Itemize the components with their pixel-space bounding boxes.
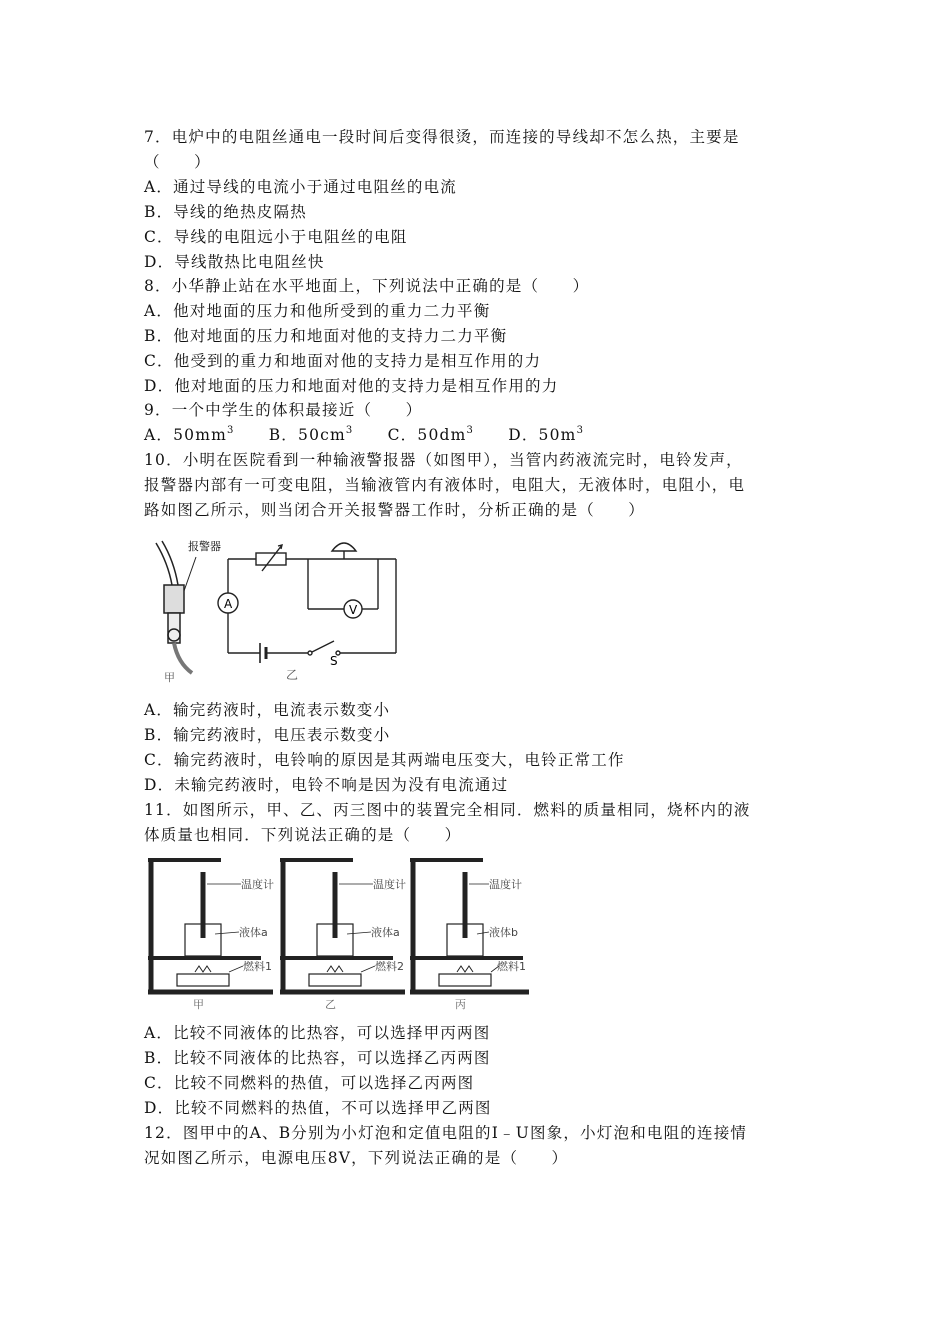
panel-label: 甲 [193,998,204,1011]
ammeter-label: A [224,597,233,611]
q8-option-a: A．他对地面的压力和他所受到的重力二力平衡 [144,302,491,320]
q8-option-d: D．他对地面的压力和地面对他的支持力是相互作用的力 [144,377,559,395]
fuel-label: 燃料1 [497,960,526,973]
q11-option-a: A．比较不同液体的比热容，可以选择甲丙两图 [144,1024,491,1042]
circuit-diagram [218,543,396,663]
q11-option-c: C．比较不同燃料的热值，可以选择乙丙两图 [144,1074,475,1092]
q7-stem-cont: （ ） [144,153,211,171]
q10-figure [148,533,406,683]
switch-label: S [330,654,338,668]
thermometer-label: 温度计 [241,878,274,891]
thermometer-label: 温度计 [489,878,522,891]
panel-label: 丙 [455,998,466,1011]
q11-stem-cont: 体质量也相同．下列说法正确的是（ ） [144,826,462,844]
infusion-alarm-drawing [156,541,196,673]
q7-option-a: A．通过导线的电流小于通过电阻丝的电流 [144,178,457,196]
q11-stem: 11．如图所示，甲、乙、丙三图中的装置完全相同．燃料的质量相同，烧杯内的液 [144,801,751,819]
q10-stem-cont1: 报警器内部有一可变电阻，当输液管内有液体时，电阻大，无液体时，电阻小，电 [144,476,746,494]
q12-stem: 12．图甲中的A、B分别为小灯泡和定值电阻的I﹣U图象，小灯泡和电阻的连接情 [144,1124,748,1142]
q10-stem: 10．小明在医院看到一种输液警报器（如图甲），当管内药液流完时，电铃发声， [144,451,743,469]
q9-stem: 9．一个中学生的体积最接近（ ） [144,401,423,419]
q9-option-c: C．$50dm^3$ [387,425,475,444]
q11-option-d: D．比较不同燃料的热值，不可以选择甲乙两图 [144,1099,492,1117]
alarm-label: 报警器 [188,540,221,553]
q10-stem-cont2: 路如图乙所示，则当闭合开关报警器工作时，分析正确的是（ ） [144,501,646,519]
apparatus-panel-yi [280,858,406,1011]
q10-option-d: D．未输完药液时，电铃不响是因为没有电流通过 [144,776,509,794]
voltmeter-label: V [349,603,358,617]
q10-option-a: A．输完药液时，电流表示数变小 [144,701,391,719]
q11-figure [143,854,533,1012]
q9-option-a: A．$50mm^3$ [144,425,235,444]
liquid-label: 液体b [489,926,518,939]
fuel-label: 燃料1 [243,960,272,973]
bell-icon [332,543,356,551]
liquid-label: 液体a [371,926,400,939]
figure-label-yi: 乙 [286,668,299,682]
q12-stem-cont: 况如图乙所示，电源电压8V，下列说法正确的是（ ） [144,1149,569,1167]
apparatus-panel-jia [148,858,274,1011]
q10-option-c: C．输完药液时，电铃响的原因是其两端电压变大，电铃正常工作 [144,751,625,769]
panel-label: 乙 [325,998,336,1011]
q8-stem: 8．小华静止站在水平地面上，下列说法中正确的是（ ） [144,277,590,295]
q8-option-c: C．他受到的重力和地面对他的支持力是相互作用的力 [144,352,542,370]
q7-option-c: C．导线的电阻远小于电阻丝的电阻 [144,228,408,246]
q10-option-b: B．输完药液时，电压表示数变小 [144,726,391,744]
q9-options [144,425,612,445]
q9-option-d: D．$50m^3$ [508,425,585,444]
liquid-label: 液体a [239,926,268,939]
thermometer-label: 温度计 [373,878,406,891]
q7-option-b: B．导线的绝热皮隔热 [144,203,307,221]
q11-option-b: B．比较不同液体的比热容，可以选择乙丙两图 [144,1049,491,1067]
figure-label-jia: 甲 [164,671,175,683]
q7-stem: 7．电炉中的电阻丝通电一段时间后变得很烫，而连接的导线却不怎么热，主要是 [144,128,740,146]
apparatus-panel-bing [410,858,529,1011]
q8-option-b: B．他对地面的压力和地面对他的支持力二力平衡 [144,327,508,345]
q7-option-d: D．导线散热比电阻丝快 [144,253,325,271]
fuel-label: 燃料2 [375,960,404,973]
q9-option-b: B．$50cm^3$ [268,425,354,444]
